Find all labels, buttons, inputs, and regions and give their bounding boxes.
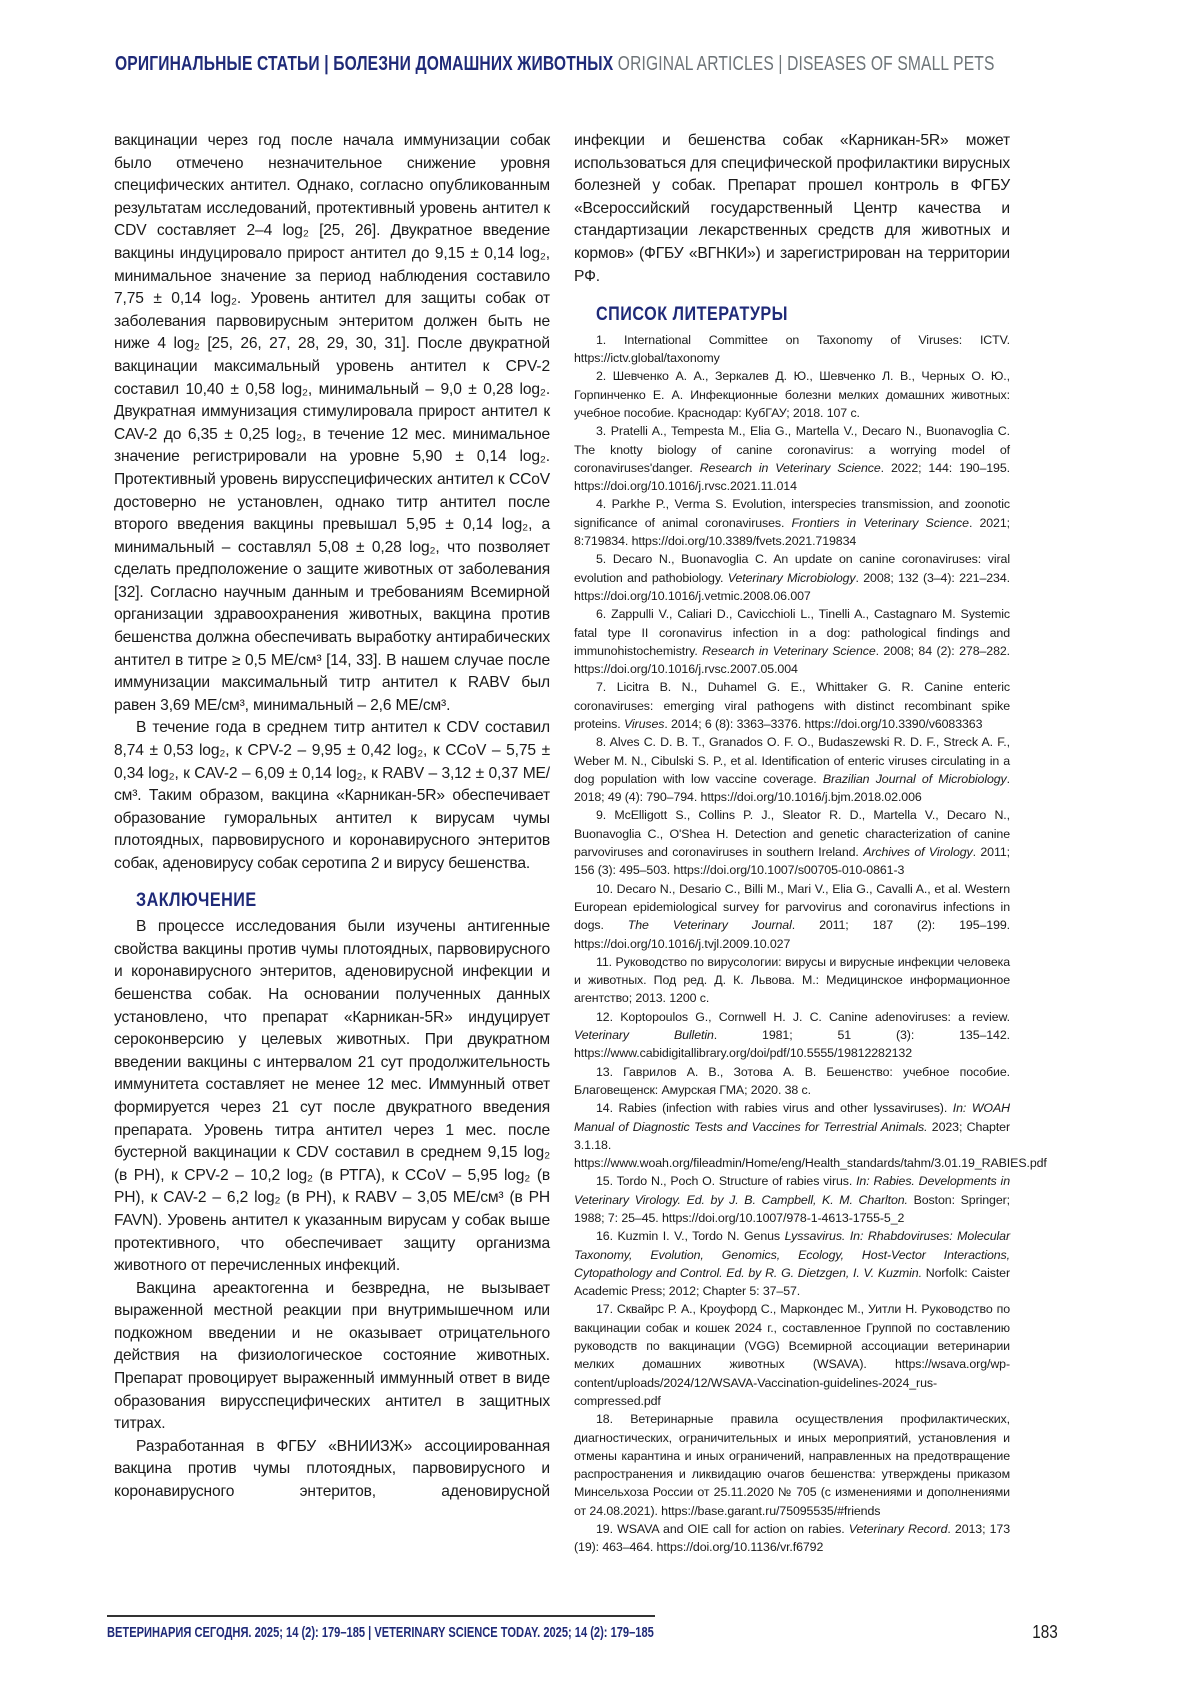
reference-text: 8. Alves C. D. B. T., Granados O. F. O., Budaszewski R. D. F., Streck A. F., Weber M. N., Cibulski S. P., et al. Identification of enteric viruses circulating in a dog population with low vaccine coverage. — [574, 735, 1010, 786]
references-heading: СПИСОК ЛИТЕРАТУРЫ — [596, 304, 948, 327]
reference-text: 14. Rabies (infection with rabies virus and other lyssaviruses). — [596, 1101, 953, 1115]
reference-source: Research in Veterinary Science — [702, 644, 875, 658]
reference-source: Brazilian Journal of Microbiology — [823, 772, 1007, 786]
reference-source: The Veterinary Journal — [628, 918, 792, 932]
reference-text: 3. Pratelli A., Tempesta M., Elia G., Martella V., Decaro N., Buonavoglia C. The knotty biology of canine coronavirus: a worrying model of coronaviruses'danger. — [574, 424, 1010, 475]
conclusion-heading: ЗАКЛЮЧЕНИЕ — [136, 890, 488, 913]
running-header — [115, 53, 995, 76]
reference-source: Veterinary Bulletin — [574, 1028, 714, 1042]
reference-item — [574, 733, 1010, 806]
reference-text: 12. Koptopoulos G., Cornwell H. J. C. Canine adenoviruses: a review. — [596, 1010, 1010, 1024]
reference-source: In: Rabies. Developments in Veterinary Virology. Ed. by J. B. Campbell, K. M. Charlton. — [574, 1174, 1010, 1206]
reference-text: . 2013; 173 (19): 463–464. https://doi.org/10.1136/vr.f6792 — [574, 1522, 1010, 1554]
reference-item — [574, 880, 1010, 953]
reference-source: In: WOAH Manual of Diagnostic Tests and Vaccines for Terrestrial Animals. — [574, 1101, 1010, 1133]
left-column — [114, 130, 550, 1504]
reference-text: . 2021; 8:719834. https://doi.org/10.3389/fvets.2021.719834 — [574, 516, 1010, 548]
conclusion-paragraph: В процессе исследования были изучены антигенные свойства вакцины против чумы плотоядных, парвовирусного и коронавирусного энтеритов, аденовирусной инфекции и бешенства собак. На основании полученных данных установлено, что препарат «Карникан-5R» индуцирует сероконверсию у целевых животных. При двукратном введении вакцины с интервалом 21 сут продолжительность иммунитета составляет не менее 12 мес. Иммунный ответ формируется через 21 сут после двукратного введения препарата. Уровень титра антител через 1 мес. после бустерной вакцинации к CDV составил в среднем 9,15 log₂ (в РН), к CPV-2 – 10,2 log₂ (в РТГА), к CCoV – 5,95 log₂ (в РН), к CAV-2 – 6,2 log₂ (в РН), к RABV – 3,05 МЕ/см³ (в РН FAVN). Уровень антител к указанным вирусам у собак выше протективного, что обеспечивает защиту организма животного от перечисленных инфекций. — [114, 916, 550, 1278]
reference-text: 13. Гаврилов А. В., Зотова А. В. Бешенство: учебное пособие. Благовещенск: Амурская ГМА; 2020. 38 с. — [574, 1065, 1010, 1097]
reference-text: . 2022; 144: 190–195. https://doi.org/10.1016/j.rvsc.2021.11.014 — [574, 461, 1010, 493]
reference-item — [574, 1520, 1010, 1557]
reference-text: . 1981; 51 (3): 135–142. https://www.cabidigitallibrary.org/doi/pdf/10.5555/19812282132 — [574, 1028, 1010, 1060]
header-section-en: ORIGINAL ARTICLES | DISEASES OF SMALL PETS — [618, 53, 995, 75]
reference-text: Norfolk: Caister Academic Press; 2012; Chapter 5: 37–57. — [574, 1266, 1010, 1298]
reference-text: . 2011; 156 (3): 495–503. https://doi.org/10.1007/s00705-010-0861-3 — [574, 845, 1010, 877]
conclusion-paragraph: Разработанная в ФГБУ «ВНИИЗЖ» ассоциированная вакцина против чумы плотоядных, парвовирусного и коронавирусного энтеритов, аденовирусной — [114, 1436, 550, 1504]
conclusion-paragraph: Вакцина ареактогенна и безвредна, не вызывает выраженной местной реакции при внутримышечном или подкожном введении и не оказывает отрицательного действия на физиологическое состояние животных. Препарат провоцирует выраженный иммунный ответ в виде образования вирусспецифических антител в защитных титрах. — [114, 1278, 550, 1436]
reference-item — [574, 1008, 1010, 1063]
reference-item — [574, 678, 1010, 733]
reference-item — [574, 1099, 1010, 1172]
reference-source: Viruses — [624, 717, 664, 731]
reference-text: . 2008; 84 (2): 278–282. https://doi.org/10.1016/j.rvsc.2007.05.004 — [574, 644, 1010, 676]
reference-text: 2023; Chapter 3.1.18. https://www.woah.org/fileadmin/Home/eng/Health_standards/tahm/3.01.19_RABIES.pdf — [574, 1120, 1047, 1171]
reference-text: 2. Шевченко А. А., Зеркалев Д. Ю., Шевченко Л. В., Черных О. Ю., Горпинченко Е. А. Инфекционные болезни мелких домашних животных: учебное пособие. Краснодар: КубГАУ; 2018. 107 с. — [574, 369, 1010, 420]
reference-item — [574, 495, 1010, 550]
body-paragraph: В течение года в среднем титр антител к CDV составил 8,74 ± 0,53 log₂, к CPV-2 – 9,95 ± 0,42 log₂, к CCoV – 5,75 ± 0,34 log₂, к CAV-2 – 6,09 ± 0,14 log₂, к RABV – 3,12 ± 0,37 МЕ/см³. Таким образом, вакцина «Карникан-5R» обеспечивает образование гуморальных антител к вирусам чумы плотоядных, парвовирусного и коронавирусного энтеритов собак, аденовирусу собак серотипа 2 и вирусу бешенства. — [114, 717, 550, 875]
page-number: 183 — [1032, 1622, 1058, 1643]
reference-text: 6. Zappulli V., Caliari D., Cavicchioli L., Tinelli A., Castagnaro M. Systemic fatal type II coronavirus infection in a dog: pathological findings and immunohistochemistry. — [574, 607, 1010, 658]
reference-text: 1. International Committee on Taxonomy of Viruses: ICTV. https://ictv.global/taxonomy — [574, 333, 1010, 365]
reference-text: 18. Ветеринарные правила осуществления профилактических, диагностических, ограничительных и иных мероприятий, установления и отмены карантина и иных ограничений, направленных на предотвращение распространения и ликвидацию очагов бешенства: утверждены приказом Минсельхоза России от 25.11.2020 № 705 (с изменениями и дополнениями от 24.08.2021). https://base.garant.ru/75095535/#friends — [574, 1412, 1010, 1517]
reference-text: 7. Licitra B. N., Duhamel G. E., Whittaker G. R. Canine enteric coronaviruses: emerging viral pathogens with distinct recombinant spike proteins. — [574, 680, 1010, 731]
reference-source: Archives of Virology — [863, 845, 972, 859]
reference-item — [574, 1063, 1010, 1100]
reference-text: 5. Decaro N., Buonavoglia C. An update on canine coronaviruses: viral evolution and pathobiology. — [574, 552, 1010, 584]
reference-text: Boston: Springer; 1988; 7: 25–45. https://doi.org/10.1007/978-1-4613-1755-5_2 — [574, 1193, 1010, 1225]
reference-text: 19. WSAVA and OIE call for action on rabies. — [596, 1522, 849, 1536]
conclusion-paragraph-continued: инфекции и бешенства собак «Карникан-5R» может использоваться для специфической профилактики вирусных болезней у собак. Препарат прошел контроль в ФГБУ «Всероссийский государственный Центр качества и стандартизации лекарственных средств для животных и кормов» (ФГБУ «ВГНКИ») и зарегистрирован на территории РФ. — [574, 130, 1010, 288]
reference-text: 16. Kuzmin I. V., Tordo N. Genus — [596, 1229, 785, 1243]
reference-source: Veterinary Microbiology — [728, 571, 856, 585]
reference-item — [574, 605, 1010, 678]
reference-text: . 2014; 6 (8): 3363–3376. https://doi.org/10.3390/v6083363 — [664, 717, 982, 731]
right-column — [574, 130, 1010, 1557]
reference-item — [574, 1172, 1010, 1227]
reference-item — [574, 367, 1010, 422]
reference-item — [574, 1410, 1010, 1520]
footer-citation: ВЕТЕРИНАРИЯ СЕГОДНЯ. 2025; 14 (2): 179–185 | VETERINARY SCIENCE TODAY. 2025; 14 (2): 179–185 — [107, 1624, 654, 1641]
reference-text: 9. McElligott S., Collins P. J., Sleator R. D., Martella V., Decaro N., Buonavoglia C., O'Shea H. Detection and genetic characterization of canine parvoviruses and coronaviruses in southern Ireland. — [574, 808, 1010, 859]
reference-source: Research in Veterinary Science — [700, 461, 881, 475]
reference-source: Lyssavirus. In: Rhabdoviruses: Molecular Taxonomy, Evolution, Genomics, Ecology, Host-Vector Interactions, Cytopathology and Control. Ed. by R. G. Dietzgen, I. V. Kuzmin. — [574, 1229, 1010, 1280]
reference-text: 10. Decaro N., Desario C., Billi M., Mari V., Elia G., Cavalli A., et al. Western European epidemiological survey for parvovirus and coronavirus infections in dogs. — [574, 882, 1010, 933]
reference-item — [574, 550, 1010, 605]
reference-item — [574, 1227, 1010, 1300]
reference-text: . 2011; 187 (2): 195–199. https://doi.org/10.1016/j.tvjl.2009.10.027 — [574, 918, 1010, 950]
reference-item — [574, 331, 1010, 368]
reference-text: 4. Parkhe P., Verma S. Evolution, interspecies transmission, and zoonotic significance of animal coronaviruses. — [574, 497, 1010, 529]
reference-text: . 2008; 132 (3–4): 221–234. https://doi.org/10.1016/j.vetmic.2008.06.007 — [574, 571, 1010, 603]
reference-list — [574, 331, 1010, 1557]
body-paragraph: вакцинации через год после начала иммунизации собак было отмечено незначительное снижение уровня специфических антител. Однако, согласно опубликованным результатам исследований, протективный уровень антител к CDV составляет 2–4 log₂ [25, 26]. Двукратное введение вакцины индуцировало прирост антител до 9,15 ± 0,14 log₂, минимальное значение за период наблюдения составило 7,75 ± 0,14 log₂. Уровень антител для защиты собак от заболевания парвовирусным энтеритом должен быть не ниже 4 log₂ [25, 26, 27, 28, 29, 30, 31]. После двукратной вакцинации максимальный уровень антител к CPV-2 составил 10,40 ± 0,58 log₂, минимальный – 9,0 ± 0,28 log₂. Двукратная иммунизация стимулировала прирост антител к CAV-2 до 6,35 ± 0,25 log₂, в течение 12 мес. минимальное значение регистрировали на уровне 5,90 ± 0,14 log₂. Протективный уровень вирусспецифических антител к CCoV достоверно не установлен, однако титр антител после второго введения вакцины превышал 5,95 ± 0,14 log₂, а минимальный – составлял 5,08 ± 0,28 log₂, что позволяет сделать предположение о защите животных от заболевания [32]. Согласно научным данным и требованиям Всемирной организации здравоохранения животных, вакцина против бешенства должна обеспечивать выработку антирабических антител в титре ≥ 0,5 МЕ/см³ [14, 33]. В нашем случае после иммунизации максимальный титр антител к RABV был равен 3,69 МЕ/см³, минимальный – 2,6 МЕ/см³. — [114, 130, 550, 717]
reference-item — [574, 806, 1010, 879]
footer-divider — [107, 1615, 655, 1617]
reference-source: Veterinary Record — [849, 1522, 948, 1536]
reference-text: . 2018; 49 (4): 790–794. https://doi.org/10.1016/j.bjm.2018.02.006 — [574, 772, 1010, 804]
reference-source: Frontiers in Veterinary Science — [792, 516, 969, 530]
reference-item — [574, 1300, 1010, 1410]
reference-item — [574, 953, 1010, 1008]
reference-text: 15. Tordo N., Poch O. Structure of rabies virus. — [596, 1174, 856, 1188]
reference-text: 11. Руководство по вирусологии: вирусы и вирусные инфекции человека и животных. Под ред. Д. К. Львова. М.: Медицинское информационное агентство; 2013. 1200 с. — [574, 955, 1010, 1006]
reference-text: 17. Сквайрс Р. А., Кроуфорд С., Маркондес М., Уитли Н. Руководство по вакцинации собак и кошек 2024 г., составленное Группой по составлению руководств по вакцинации (VGG) Всемирной ассоциации ветеринарии мелких домашних животных (WSAVA). https://wsava.org/wp-content/uploads/2024/12/WSAVA-Vaccination-guidelines-2024_rus-compressed.pdf — [574, 1302, 1010, 1407]
reference-item — [574, 422, 1010, 495]
header-section-ru: ОРИГИНАЛЬНЫЕ СТАТЬИ | БОЛЕЗНИ ДОМАШНИХ ЖИВОТНЫХ — [115, 53, 613, 75]
